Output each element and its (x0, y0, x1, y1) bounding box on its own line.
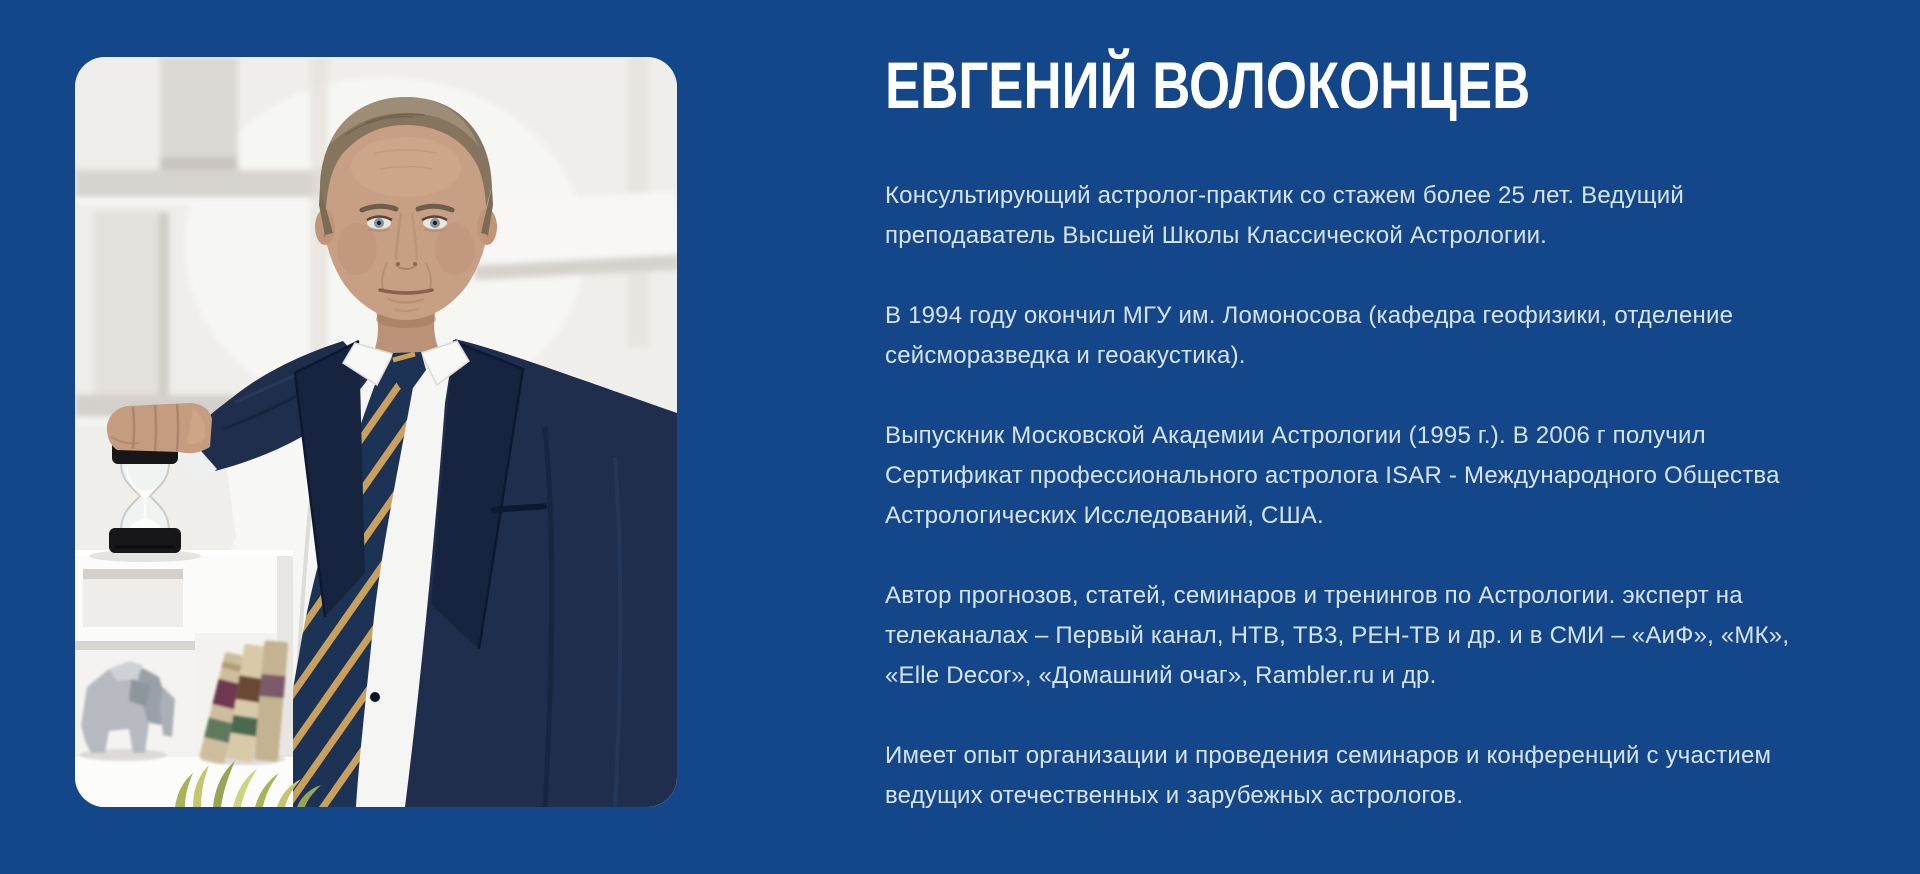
bio-paragraph-2: В 1994 году окончил МГУ им. Ломоносова (кафедра геофизики, отделение сейсморазведка и геоакустика). (885, 302, 1734, 369)
bio-paragraph-5: Имеет опыт организации и проведения семинаров и конференций с участием ведущих отечественных и зарубежных астрологов. (885, 742, 1772, 809)
bio-paragraph-4: Автор прогнозов, статей, семинаров и тренингов по Астрологии. эксперт на телеканалах – Первый канал, НТВ, ТВ3, РЕН-ТВ и др. и в СМИ – «АиФ», «МК», «Elle Decor», «Домашний очаг», Rambler.ru и др. (885, 582, 1790, 689)
hand (107, 403, 212, 453)
portrait-photo (75, 57, 677, 807)
jacket-button (370, 692, 380, 702)
profile-content (885, 48, 1835, 856)
bio-paragraph-3: Выпускник Московской Академии Астрологии (1995 г.). В 2006 г получил Сертификат профессионального астролога ISAR - Международного Общества Астрологических Исследований, США. (885, 422, 1780, 529)
profile-name-heading: ЕВГЕНИЙ ВОЛОКОНЦЕВ (885, 48, 1531, 122)
portrait-illustration (75, 57, 677, 807)
bio-paragraph-1: Консультирующий астролог-практик со стажем более 25 лет. Ведущий преподаватель Высшей Школы Классической Астрологии. (885, 182, 1684, 249)
